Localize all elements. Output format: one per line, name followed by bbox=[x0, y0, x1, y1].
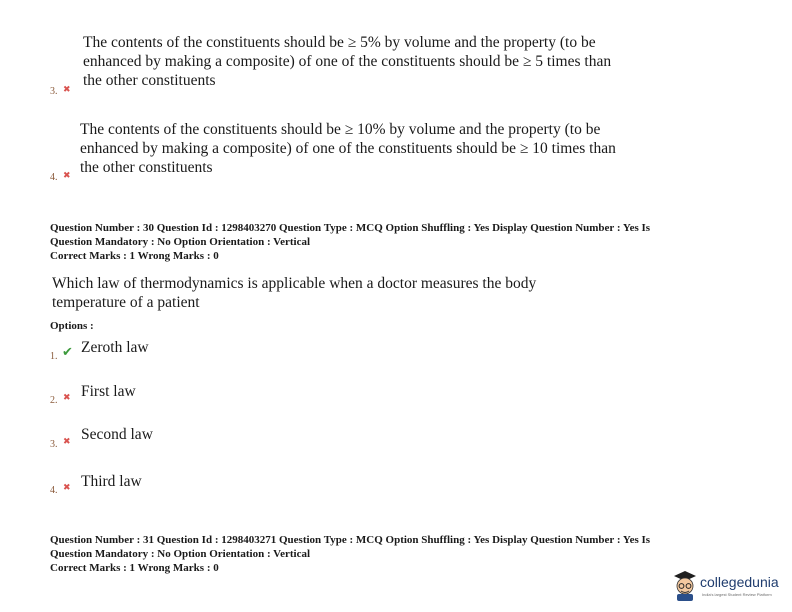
prev-option-3-number: 3. bbox=[50, 86, 58, 97]
logo-name: collegedunia bbox=[700, 574, 779, 590]
option-4-number: 4. bbox=[50, 485, 58, 496]
option-2[interactable] bbox=[50, 381, 250, 405]
question-31-meta-line3: Correct Marks : 1 Wrong Marks : 0 bbox=[50, 562, 219, 574]
option-3-text: Second law bbox=[81, 426, 153, 443]
prev-option-3-text: The contents of the constituents should be ≥ 5% by volume and the property (to be enhanced by making a composite) of one of the constituents should be ≥ 5 times than the other constituents bbox=[83, 34, 612, 89]
cross-icon: ✖ bbox=[63, 393, 71, 403]
mascot-icon bbox=[672, 568, 698, 602]
options-label: Options : bbox=[50, 320, 94, 332]
option-3-number: 3. bbox=[50, 439, 58, 450]
option-1-text: Zeroth law bbox=[81, 339, 149, 356]
prev-option-4-text: The contents of the constituents should be ≥ 10% by volume and the property (to be enhanced by making a composite) of one of the constituents should be ≥ 10 times than the other constituents bbox=[80, 121, 616, 176]
cross-icon: ✖ bbox=[63, 85, 71, 95]
question-30-text: Which law of thermodynamics is applicable when a doctor measures the body temperature of a patient bbox=[52, 275, 537, 311]
question-31-meta-line1: Question Number : 31 Question Id : 1298403271 Question Type : MCQ Option Shuffling : Yes Display Question Number : Yes Is bbox=[50, 534, 651, 546]
cross-icon: ✖ bbox=[63, 437, 71, 447]
option-4[interactable] bbox=[50, 472, 250, 496]
question-30-meta bbox=[50, 221, 750, 263]
question-30-meta-line1: Question Number : 30 Question Id : 1298403270 Question Type : MCQ Option Shuffling : Yes Display Question Number : Yes Is bbox=[50, 222, 651, 234]
option-2-text: First law bbox=[81, 383, 136, 400]
option-1[interactable] bbox=[50, 338, 250, 362]
question-30-meta-line3: Correct Marks : 1 Wrong Marks : 0 bbox=[50, 250, 219, 262]
prev-option-4-number: 4. bbox=[50, 172, 58, 183]
logo-tagline: India's largest Student Review Platform bbox=[702, 592, 772, 597]
option-2-number: 2. bbox=[50, 395, 58, 406]
question-30-meta-line2: Question Mandatory : No Option Orientation : Vertical bbox=[50, 236, 311, 248]
collegedunia-logo bbox=[672, 566, 790, 606]
check-icon: ✔ bbox=[62, 345, 73, 360]
option-1-number: 1. bbox=[50, 351, 58, 362]
option-3[interactable] bbox=[50, 425, 250, 449]
question-31-meta bbox=[50, 533, 750, 575]
question-31-meta-line2: Question Mandatory : No Option Orientation : Vertical bbox=[50, 548, 311, 560]
cross-icon: ✖ bbox=[63, 171, 71, 181]
cross-icon: ✖ bbox=[63, 483, 71, 493]
option-4-text: Third law bbox=[81, 473, 142, 490]
